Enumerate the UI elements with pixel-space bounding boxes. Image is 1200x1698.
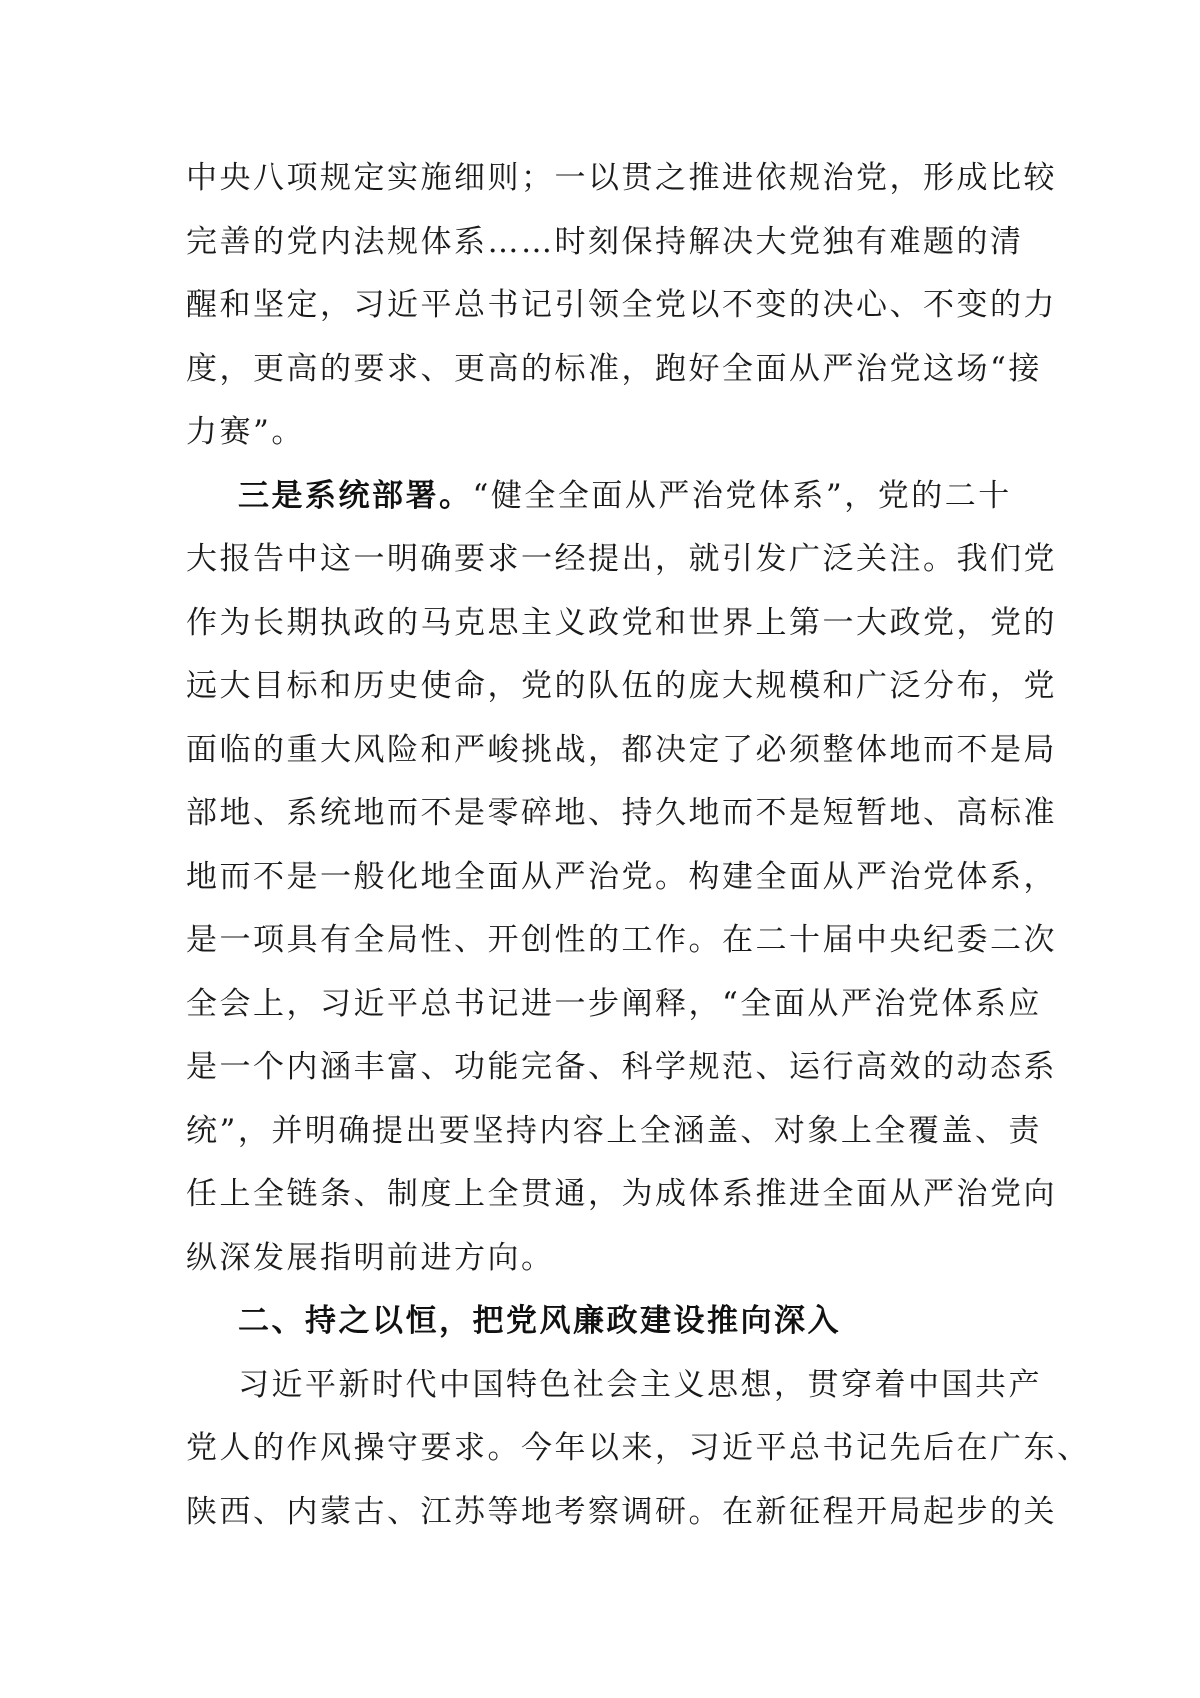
text-line: 全会上，习近平总书记进一步阐释，“全面从严治党体系应 (186, 985, 1042, 1022)
text-line: 统”，并明确提出要坚持内容上全涵盖、对象上全覆盖、责 (186, 1112, 1042, 1149)
text-line: 任上全链条、制度上全贯通，为成体系推进全面从严治党向 (186, 1176, 1057, 1212)
text-line: 部地、系统地而不是零碎地、持久地而不是短暂地、高标准 (186, 795, 1057, 831)
document-body (186, 147, 1091, 1544)
text-line: 力赛”。 (186, 414, 305, 450)
paragraph-3 (186, 1354, 1091, 1545)
text-line: 中央八项规定实施细则；一以贯之推进依规治党，形成比较 (186, 160, 1057, 196)
text-line: 是一项具有全局性、开创性的工作。在二十届中央纪委二次 (186, 922, 1057, 958)
paragraph-2 (186, 465, 1057, 1291)
text-line: 党人的作风操守要求。今年以来，习近平总书记先后在广东、 (186, 1430, 1091, 1466)
text-line: 度，更高的要求、更高的标准，跑好全面从严治党这场“接 (186, 350, 1042, 387)
text-line: 大报告中这一明确要求一经提出，就引发广泛关注。我们党 (186, 541, 1057, 577)
paragraph-lead-bold: 三是系统部署。 (238, 477, 473, 514)
text-line: 作为长期执政的马克思主义政党和世界上第一大政党，党的 (186, 604, 1057, 641)
text-line: 习近平新时代中国特色社会主义思想，贯穿着中国共产 (238, 1366, 1042, 1403)
text-line: 面临的重大风险和严峻挑战，都决定了必须整体地而不是局 (186, 731, 1057, 768)
text-line: 醒和坚定，习近平总书记引领全党以不变的决心、不变的力 (186, 287, 1057, 323)
text-line: 纵深发展指明前进方向。 (186, 1239, 555, 1276)
paragraph-lead-rest: “健全全面从严治党体系”，党的二十 (472, 477, 1012, 514)
text-line (186, 465, 1026, 529)
text-line: 地而不是一般化地全面从严治党。构建全面从严治党体系， (186, 858, 1057, 895)
text-line: 是一个内涵丰富、功能完备、科学规范、运行高效的动态系 (186, 1049, 1057, 1085)
text-line: 完善的党内法规体系……时刻保持解决大党独有难题的清 (186, 223, 1024, 260)
heading-text: 二、持之以恒，把党风廉政建设推向深入 (238, 1303, 841, 1339)
paragraph-1 (186, 147, 1057, 465)
text-line: 陕西、内蒙古、江苏等地考察调研。在新征程开局起步的关 (186, 1493, 1057, 1530)
section-heading (186, 1290, 1026, 1354)
text-line: 远大目标和历史使命，党的队伍的庞大规模和广泛分布，党 (186, 668, 1057, 704)
